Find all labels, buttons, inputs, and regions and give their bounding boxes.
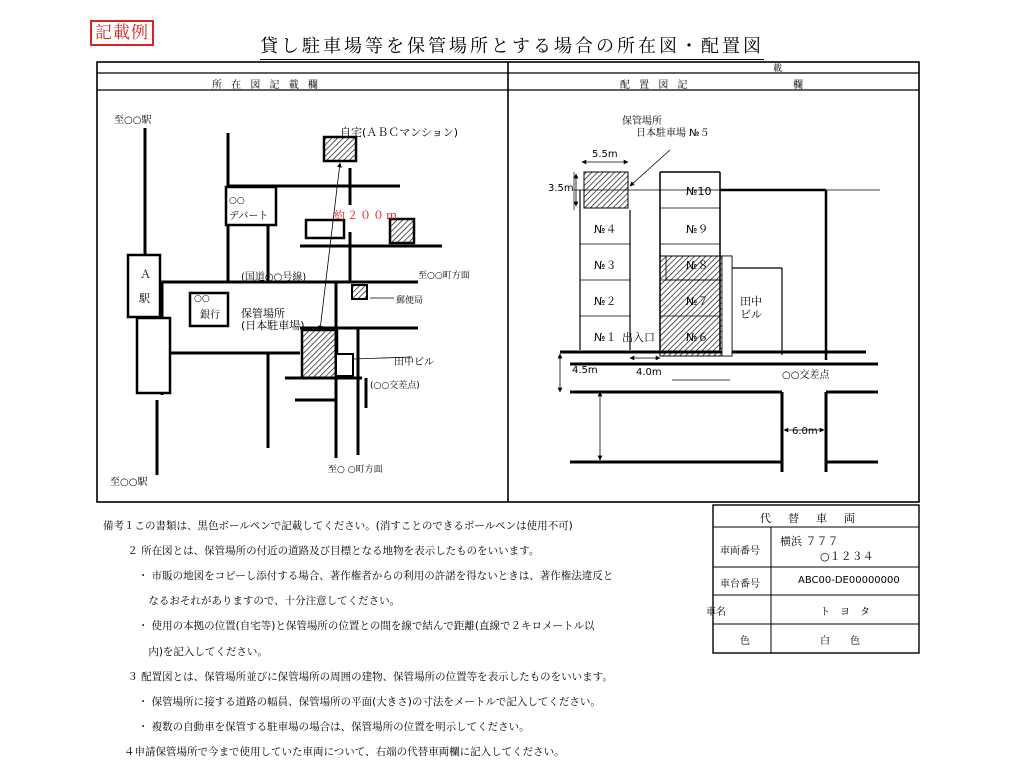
route-label: (国道○○号線) [241,272,307,283]
slot-9: №９ [686,223,709,236]
town-right-label: 至○○町方面 [418,271,470,281]
slot-6: №６ [686,331,709,344]
note-line: ３ 配置図とは、保管場所並びに保管場所の周囲の建物、保管場所の位置等を表示したものをいいます。 [103,670,613,683]
note-line: 備考１この書類は、黒色ボールペンで記載してください。(消すことのできるボールペンは使用不可) [103,519,573,532]
reg-number-label: 車両番号 [720,546,760,557]
note-line: ・ 複数の自動車を保管する駐車場の場合は、保管場所の位置を明示してください。 [103,721,530,734]
car-name-value: ト ヨ タ [820,607,870,618]
dept-label-a: ○○ [229,196,245,206]
chassis-number-value: ABC00-DE00000000 [798,575,900,586]
tanaka-building-label: 田中ビル [394,357,434,368]
note-line: ・ 使用の本拠の位置(自宅等)と保管場所の位置との間を線で結んで距離(直線で２キロメートル以 [103,620,595,633]
building-label-b: ビル [740,308,762,321]
layout-crossing-label: ○○交差点 [782,370,830,381]
reg-number-line2: ○１２３４ [820,550,874,563]
dist-6-0m-label: 6.0m [792,426,818,437]
layout-map-header-extra-top: 載 [773,64,783,74]
parking-label-a: 保管場所 [241,307,285,320]
note-line: ・ 保管場所に接する道路の幅員、保管場所の平面(大きさ)の寸法をメートルで記入してください。 [103,695,601,708]
town-bottom-label: 至○ ○町方面 [328,465,383,475]
vehicle-table-header: 代 替 車 両 [760,512,858,525]
layout-parking-label-a: 保管場所 [622,116,662,127]
bank-label-b: 銀行 [200,310,220,321]
crossing-label: (○○交差点) [370,381,420,391]
document-title: 貸し駐車場等を保管場所とする場合の所在図・配置図 [260,32,764,60]
location-map-header: 所 在 図 記 載 欄 [212,80,321,91]
bank-label-a: ○○ [194,294,210,304]
distance-label: 約２００ｍ [334,209,399,222]
layout-map-header-extra: 欄 [793,80,806,91]
sample-stamp: 記載例 [90,20,154,46]
car-name-label: 車名 [706,607,726,618]
slot-8: №８ [686,259,709,272]
station-label-b: 駅 [139,292,150,305]
note-line: ・ 市販の地図をコピーし添付する場合、著作権者からの利用の許諾を得ないときは、著作権法違反と [103,569,614,582]
note-line: ４申請保管場所で今まで使用していた車両について、右端の代替車両欄に記入してください。 [103,746,565,759]
slot-4: №４ [594,223,617,236]
height-3-5m-label: 3.5m [548,183,574,194]
dept-label-b: デパート [229,211,269,222]
dist-4-5m-label: 4.5m [572,365,598,376]
building-label-a: 田中 [740,295,762,308]
note-line: 内)を記入してください。 [103,645,268,658]
color-label: 色 [740,636,750,647]
slot-7: №７ [686,295,709,308]
slot-10: №10 [686,185,712,198]
station-label-a: Ａ [140,268,151,281]
width-5-5m-label: 5.5m [592,149,618,160]
parking-label-b: (日本駐車場) [241,319,305,332]
notes-block [103,507,613,771]
slot-3: №３ [594,259,617,272]
slot-1: №１ [594,331,617,344]
station-top-label: 至○○駅 [114,115,152,126]
reg-number-line1: 横浜 ７７７ [780,535,839,548]
color-value: 白 色 [820,636,860,647]
layout-map-header: 配 置 図 記 [620,80,691,91]
slot-2: №２ [594,295,617,308]
post-office-label: 郵便局 [396,296,424,306]
note-line: ２ 所在図とは、保管場所の付近の道路及び目標となる地物を表示したものをいいます。 [103,544,540,557]
entrance-label: 出入口 [622,331,655,344]
dist-4-0m-label: 4.0m [636,367,662,378]
chassis-number-label: 車台番号 [720,579,760,590]
home-label: 自宅(ＡＢＣマンション) [340,126,459,139]
layout-parking-label-b: 日本駐車場 №５ [636,128,710,139]
note-line: なるおそれがありますので、十分注意してください。 [103,595,401,608]
station-bottom-label: 至○○駅 [110,477,148,488]
